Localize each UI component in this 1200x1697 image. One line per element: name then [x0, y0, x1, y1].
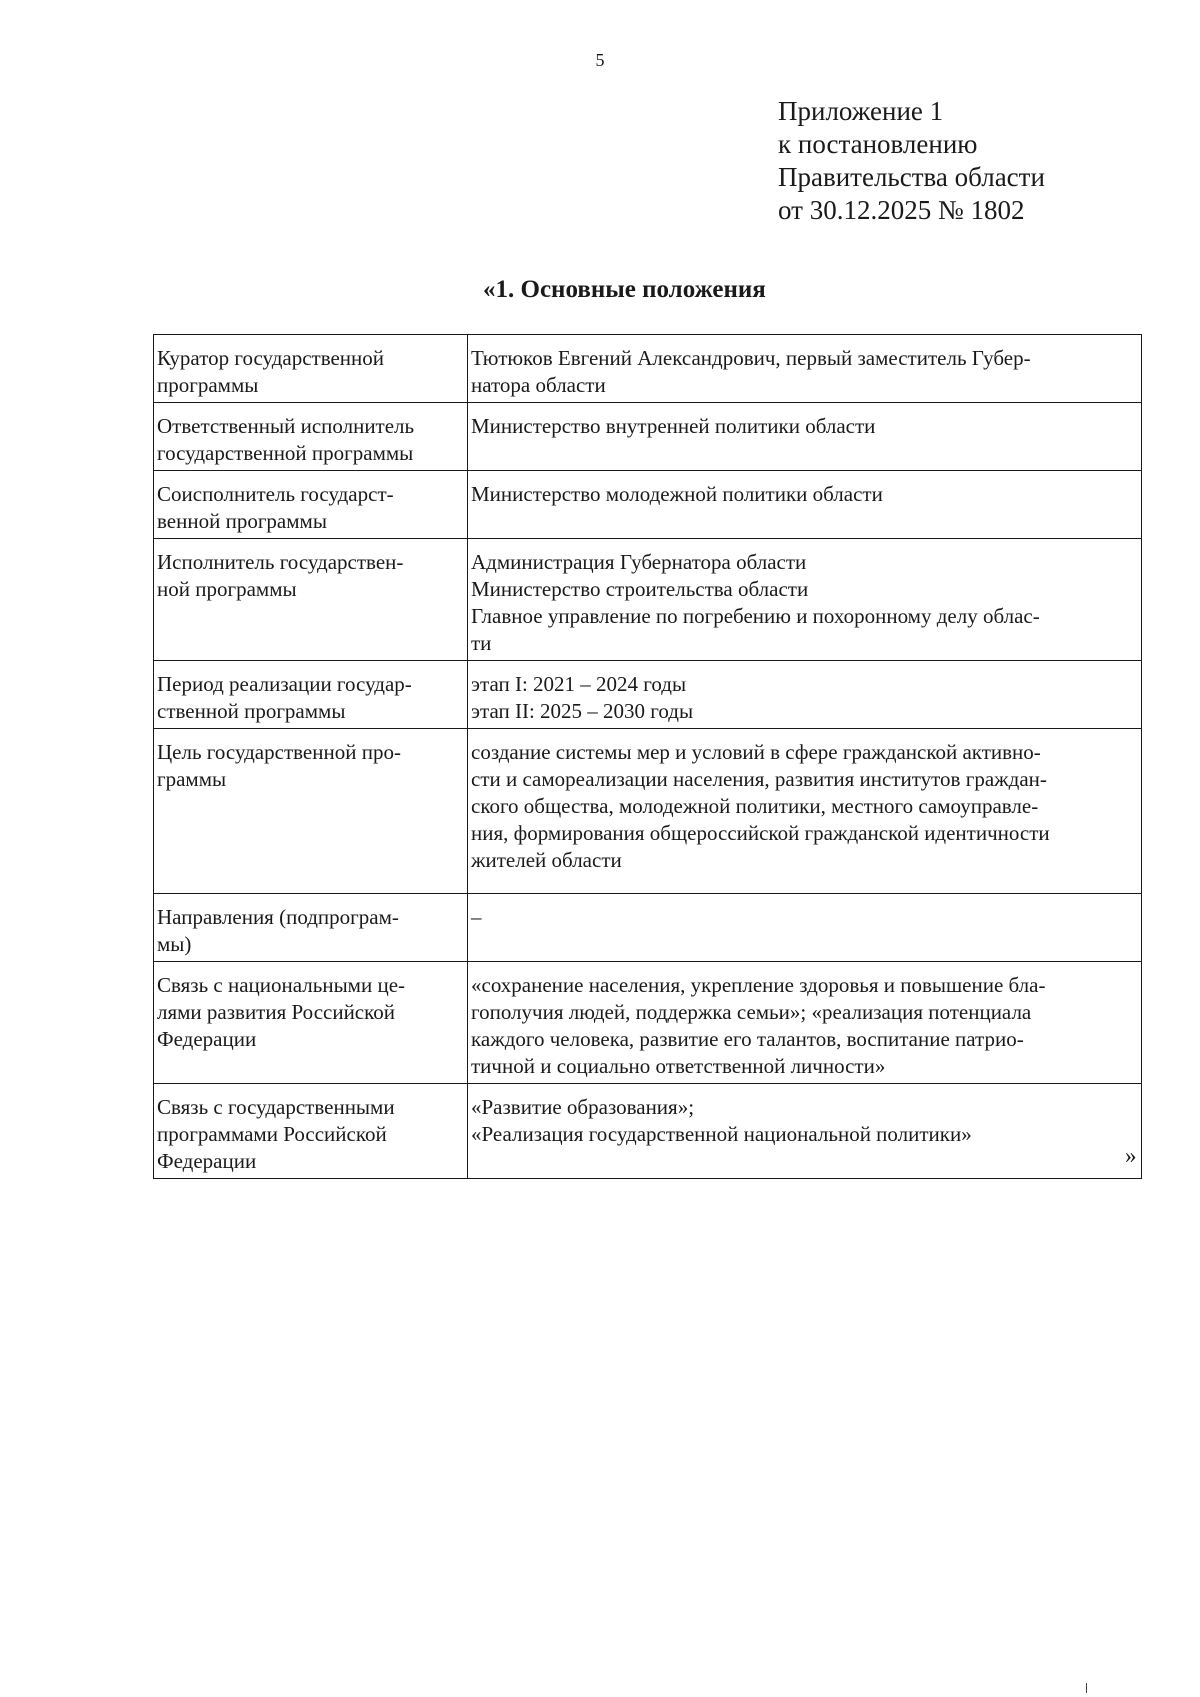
label-line: Цель государственной про- [157, 740, 401, 764]
appendix-line: к постановлению [778, 129, 978, 159]
appendix-line: Приложение 1 [778, 96, 944, 126]
closing-quote: » [1125, 1143, 1137, 1168]
row-value [468, 962, 1142, 1084]
label-line: программы [157, 373, 259, 397]
value-line: ского общества, молодежной политики, местного самоуправле- [471, 794, 1039, 818]
appendix-line: от 30.12.2025 № 1802 [778, 195, 1025, 225]
label-line: граммы [157, 767, 227, 791]
section-title: «1. Основные положения [483, 276, 766, 303]
value-line: «Реализация государственной национальной политики» [471, 1122, 972, 1146]
label-line: Соисполнитель государст- [157, 482, 394, 506]
table-row [154, 661, 1142, 729]
table-row [154, 729, 1142, 894]
label-line: Направления (подпрограм- [157, 905, 399, 929]
label-line: лями развития Российской [157, 1000, 396, 1024]
value-line: сти и самореализации населения, развития институтов граждан- [471, 767, 1047, 791]
table-row [154, 539, 1142, 661]
row-label [154, 894, 468, 962]
value-line: этап I: 2021 – 2024 годы [471, 672, 687, 696]
row-label [154, 403, 468, 471]
table-row [154, 335, 1142, 403]
value-line: тичной и социально ответственной личности» [471, 1054, 886, 1078]
value-line: Министерство внутренней политики области [471, 414, 876, 438]
label-line: ственной программы [157, 699, 346, 723]
value-line: натора области [471, 373, 606, 397]
row-value [468, 471, 1142, 539]
label-line: программами Российской [157, 1122, 387, 1146]
row-label [154, 471, 468, 539]
label-line: государственной программы [157, 441, 414, 465]
row-value [468, 894, 1142, 962]
label-line: Ответственный исполнитель [157, 414, 415, 438]
row-value [468, 335, 1142, 403]
value-line: ния, формирования общероссийской гражданской идентичности [471, 821, 1050, 845]
appendix-line: Правительства области [778, 162, 1045, 192]
label-line: ной программы [157, 577, 297, 601]
value-line: ти [471, 631, 492, 655]
row-value [468, 729, 1142, 894]
value-line: Тютюков Евгений Александрович, первый заместитель Губер- [471, 346, 1031, 370]
row-label [154, 1084, 468, 1179]
row-value [468, 403, 1142, 471]
value-line: Главное управление по погребению и похоронному делу облас- [471, 604, 1040, 628]
value-line: Министерство молодежной политики области [471, 482, 883, 506]
value-line: создание системы мер и условий в сфере гражданской активно- [471, 740, 1041, 764]
row-label [154, 729, 468, 894]
appendix-header [778, 95, 1045, 227]
table-row [154, 403, 1142, 471]
table-row [154, 1084, 1142, 1179]
label-line: венной программы [157, 509, 327, 533]
table-row [154, 894, 1142, 962]
value-line: жителей области [471, 848, 622, 872]
label-line: Исполнитель государствен- [157, 550, 404, 574]
positions-table [153, 334, 1142, 1179]
label-line: Период реализации государ- [157, 672, 412, 696]
label-line: мы) [157, 932, 192, 956]
table-row [154, 962, 1142, 1084]
value-line: – [471, 905, 482, 929]
row-label [154, 661, 468, 729]
page-number: 5 [595, 50, 605, 70]
label-line: Связь с государственными [157, 1095, 395, 1119]
row-label [154, 962, 468, 1084]
value-line: гополучия людей, поддержка семьи»; «реализация потенциала [471, 1000, 1032, 1024]
row-value [468, 1084, 1142, 1179]
row-value [468, 661, 1142, 729]
value-line: этап II: 2025 – 2030 годы [471, 699, 694, 723]
value-line: «Развитие образования»; [471, 1095, 695, 1119]
value-line: Администрация Губернатора области [471, 550, 807, 574]
row-value [468, 539, 1142, 661]
label-line: Связь с национальными це- [157, 973, 406, 997]
label-line: Федерации [157, 1027, 257, 1051]
value-line: Министерство строительства области [471, 577, 809, 601]
value-line: каждого человека, развитие его талантов, воспитание патрио- [471, 1027, 1024, 1051]
row-label [154, 335, 468, 403]
label-line: Куратор государственной [157, 346, 385, 370]
table-row [154, 471, 1142, 539]
value-line: «сохранение населения, укрепление здоровья и повышение бла- [471, 973, 1046, 997]
label-line: Федерации [157, 1149, 257, 1173]
scan-margin-mark [1086, 1683, 1087, 1693]
row-label [154, 539, 468, 661]
